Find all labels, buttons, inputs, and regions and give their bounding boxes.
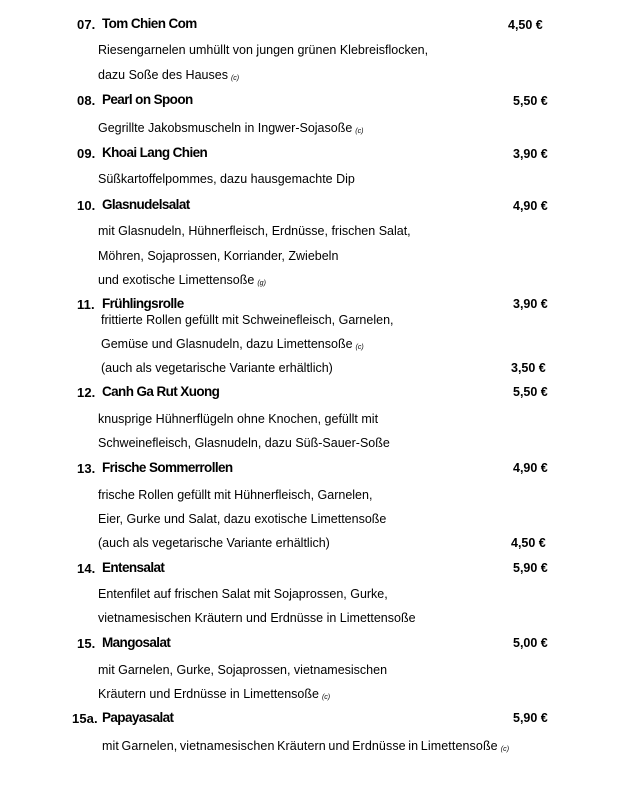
item-desc-line: mit Garnelen, Gurke, Sojaprossen, vietnamesischen bbox=[98, 663, 388, 677]
item-number: 10. bbox=[77, 198, 96, 213]
item-desc-line: Gemüse und Glasnudeln, dazu Limettensoße (c) bbox=[101, 337, 364, 351]
item-name: Mangosalat bbox=[102, 635, 171, 650]
item-name: Glasnudelsalat bbox=[102, 197, 190, 212]
item-number: 11. bbox=[77, 297, 95, 312]
item-desc-line: (auch als vegetarische Variante erhältlich) bbox=[98, 536, 330, 550]
item-desc-line: frittierte Rollen gefüllt mit Schweinefleisch, Garnelen, bbox=[101, 313, 394, 327]
item-name: Papayasalat bbox=[102, 710, 174, 725]
variant-price: 4,50 € bbox=[511, 536, 546, 550]
item-desc-line: mit Glasnudeln, Hühnerfleisch, Erdnüsse, frischen Salat, bbox=[98, 224, 411, 238]
item-price: 5,90 € bbox=[513, 561, 548, 575]
item-desc-line: frische Rollen gefüllt mit Hühnerfleisch, Garnelen, bbox=[98, 488, 373, 502]
item-price: 5,90 € bbox=[513, 711, 548, 725]
item-price: 4,90 € bbox=[513, 461, 548, 475]
item-price: 5,50 € bbox=[513, 94, 548, 108]
item-number: 15. bbox=[77, 636, 96, 651]
item-desc-line: (auch als vegetarische Variante erhältlich) bbox=[101, 361, 333, 375]
allergen-tag: (c) bbox=[355, 344, 364, 351]
item-price: 5,50 € bbox=[513, 385, 548, 399]
item-price: 3,90 € bbox=[513, 147, 548, 161]
variant-price: 3,50 € bbox=[511, 361, 546, 375]
allergen-tag: (c) bbox=[500, 746, 510, 753]
allergen-tag: (c) bbox=[355, 128, 364, 135]
item-name: Tom Chien Com bbox=[102, 16, 197, 31]
item-price: 4,50 € bbox=[508, 18, 543, 32]
item-name: Canh Ga Rut Xuong bbox=[102, 384, 220, 399]
item-name: Pearl on Spoon bbox=[102, 92, 193, 107]
item-desc-line: Gegrillte Jakobsmuscheln in Ingwer-Sojasoße (c) bbox=[98, 121, 364, 135]
item-number: 09. bbox=[77, 146, 96, 161]
item-desc-line: vietnamesischen Kräutern und Erdnüsse in Limettensoße bbox=[98, 611, 416, 625]
item-number: 07. bbox=[77, 17, 96, 32]
item-name: Frühlingsrolle bbox=[102, 296, 184, 311]
allergen-tag: (g) bbox=[257, 280, 266, 287]
item-name: Khoai Lang Chien bbox=[102, 145, 208, 160]
item-name: Entensalat bbox=[102, 560, 165, 575]
item-desc-line: Entenfilet auf frischen Salat mit Sojaprossen, Gurke, bbox=[98, 587, 388, 601]
allergen-tag: (c) bbox=[230, 75, 240, 82]
item-desc-line: Möhren, Sojaprossen, Korriander, Zwiebeln bbox=[98, 249, 339, 263]
item-price: 3,90 € bbox=[513, 297, 548, 311]
item-number: 08. bbox=[77, 93, 96, 108]
item-desc-line: Kräutern und Erdnüsse in Limettensoße (c) bbox=[98, 687, 331, 701]
item-price: 5,00 € bbox=[513, 636, 548, 650]
item-desc-line: Riesengarnelen umhüllt von jungen grünen Klebreisflocken, bbox=[98, 43, 429, 57]
item-desc-line: knusprige Hühnerflügeln ohne Knochen, gefüllt mit bbox=[98, 412, 379, 426]
item-desc-line: mit Garnelen, vietnamesischen Kräutern und Erdnüsse in Limettensoße (c) bbox=[102, 739, 510, 753]
item-number: 14. bbox=[77, 561, 96, 576]
item-desc-line: Schweinefleisch, Glasnudeln, dazu Süß-Sauer-Soße bbox=[98, 436, 390, 450]
item-name: Frische Sommerrollen bbox=[102, 460, 233, 475]
item-desc-line: Eier, Gurke und Salat, dazu exotische Limettensoße bbox=[98, 512, 387, 526]
item-price: 4,90 € bbox=[513, 199, 548, 213]
allergen-tag: (c) bbox=[321, 694, 331, 701]
item-desc-line: und exotische Limettensoße (g) bbox=[98, 273, 266, 287]
item-number: 15a. bbox=[72, 711, 98, 726]
item-number: 12. bbox=[77, 385, 96, 400]
item-number: 13. bbox=[77, 461, 96, 476]
item-desc-line: dazu Soße des Hauses (c) bbox=[98, 68, 240, 82]
item-desc-line: Süßkartoffelpommes, dazu hausgemachte Dip bbox=[98, 172, 355, 186]
